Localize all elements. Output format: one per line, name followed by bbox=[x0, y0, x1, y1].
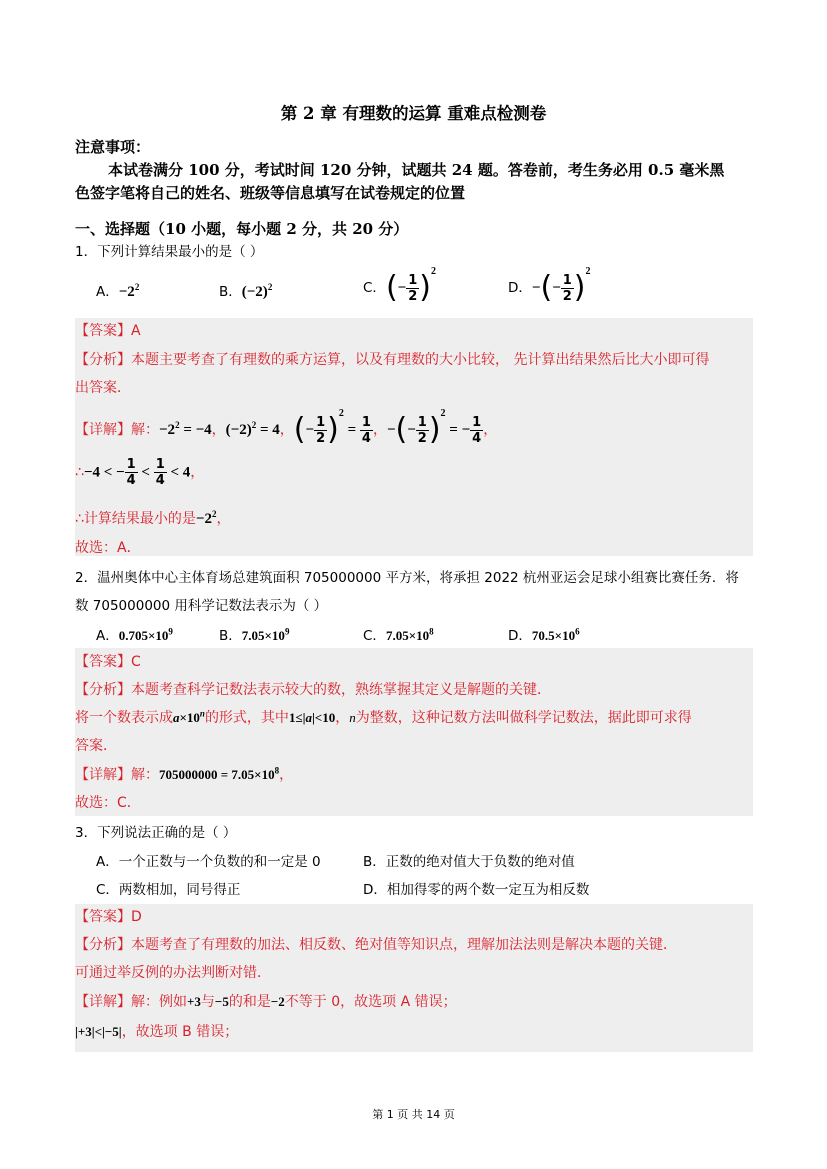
q3-analysis-line-2: 可通过举反例的办法判断对错． bbox=[75, 965, 271, 981]
q1-choose: 故选：A． bbox=[75, 540, 141, 556]
q1-option-a-label: A． bbox=[96, 284, 119, 300]
q3-analysis-text: 本题考查了有理数的加法、相反数、绝对值等知识点，理解加法法则是解决本题的关键． bbox=[131, 937, 677, 953]
q1-option-c-label: C． bbox=[363, 280, 386, 296]
q3-analysis-tag: 【分析】 bbox=[75, 937, 131, 953]
page-footer: 第 1 页 共 14 页 bbox=[372, 1108, 455, 1121]
q3-analysis-line-1 bbox=[75, 934, 677, 954]
q1-detail-prefix: 解： bbox=[131, 422, 159, 438]
q2-detail-prefix: 解： bbox=[131, 767, 159, 783]
q1-answer-tag: 【答案】 bbox=[75, 323, 131, 339]
q2-option-d: D．$70.5\times 10^6$ bbox=[508, 626, 580, 644]
q3-detail-1b: 与 bbox=[200, 994, 215, 1010]
q2-analysis-line-2: 将一个数表示成$a\times 10^n$的形式，其中1≤|a|<10，n为整数，这种记数方法叫做科学记数法，据此即可求得 bbox=[75, 708, 692, 726]
q1-option-d: D．−(− $\frac{1}{2}$ )$^2$ bbox=[508, 266, 591, 305]
q1-analysis-line-2: 出答案． bbox=[75, 380, 131, 396]
q1-detail-line-1: 【详解】解：$-2^2 = -4$，$(-2)^2 = 4$，(− $\frac{1}{2}$ )$^2$ = $\frac{1}{4}$ ，−(− $\frac{1}{2}$ )$^2$ = − $\frac{1}{4}$ ， bbox=[75, 408, 498, 447]
q2-detail-tag: 【详解】 bbox=[75, 767, 131, 783]
q1-option-d-label: D． bbox=[508, 280, 532, 296]
q3-stem: 3．下列说法正确的是（ ） bbox=[75, 825, 237, 841]
q2-option-d-label: D． bbox=[508, 628, 532, 644]
q1-option-c: C．(− $\frac{1}{2}$ )$^2$ bbox=[363, 266, 436, 305]
q1-stem: 1．下列计算结果最小的是（ ） bbox=[75, 244, 264, 260]
q2-choose: 故选：C． bbox=[75, 795, 141, 811]
q1-option-a: A．$-2^2$ bbox=[96, 282, 140, 300]
q1-detail-tag: 【详解】 bbox=[75, 422, 131, 438]
q3-detail-1a: 解：例如 bbox=[131, 994, 187, 1010]
q1-analysis-text: 本题主要考查了有理数的乘方运算，以及有理数的大小比较， 先计算出结果然后比大小即可得 bbox=[131, 352, 710, 368]
q2-stem-line-2: 数 705000000 用科学记数法表示为（ ） bbox=[75, 598, 328, 614]
q2-analysis-2c: ， bbox=[335, 710, 350, 726]
page-title: 第 2 章 有理数的运算 重难点检测卷 bbox=[280, 104, 547, 123]
notice-line-1: 本试卷满分 100 分，考试时间 120 分钟，试题共 24 题。答卷前，考生务必用 0.5 毫米黑 bbox=[108, 161, 725, 179]
q2-option-c: C．$7.05\times 10^8$ bbox=[363, 626, 434, 644]
q1-analysis-line-1 bbox=[75, 349, 709, 369]
q2-solution-box bbox=[75, 648, 753, 816]
q1-detail-line-2: ∴−4 < − $\frac{1}{4}$ < $\frac{1}{4}$ < 4， bbox=[75, 457, 205, 488]
q1-option-b-label: B． bbox=[219, 284, 242, 300]
q2-option-a-label: A． bbox=[96, 628, 119, 644]
notice-line-2: 色签字笔将自己的姓名、班级等信息填写在试卷规定的位置 bbox=[75, 184, 466, 202]
section-heading: 一、选择题（10 小题，每小题 2 分，共 20 分） bbox=[75, 220, 409, 238]
q1-therefore: ∴ bbox=[75, 464, 84, 481]
notice-heading: 注意事项： bbox=[75, 138, 151, 156]
q1-analysis-tag: 【分析】 bbox=[75, 352, 131, 368]
q3-detail-1c: 的和是 bbox=[228, 994, 271, 1010]
q2-option-b: B．$7.05\times 10^9$ bbox=[219, 626, 290, 644]
q2-detail: 【详解】解：$705000000 = 7.05\times 10^8$， bbox=[75, 765, 294, 783]
q2-option-a: A．$0.705\times 10^9$ bbox=[96, 626, 173, 644]
q3-answer-value: D bbox=[131, 909, 142, 925]
q3-detail-tag: 【详解】 bbox=[75, 994, 131, 1010]
q2-answer bbox=[75, 651, 141, 671]
q1-conclusion: ∴计算结果最小的是 bbox=[75, 511, 196, 527]
q2-stem-line-1: 2．温州奥体中心主体育场总建筑面积 705000000 平方米，将承担 2022 杭州亚运会足球小组赛比赛任务．将 bbox=[75, 570, 739, 586]
q2-answer-value: C bbox=[131, 654, 141, 670]
q3-option-c: C．两数相加，同号得正 bbox=[96, 882, 241, 898]
q2-analysis-tag: 【分析】 bbox=[75, 682, 131, 698]
q2-analysis-2d: 为整数，这种记数方法叫做科学记数法，据此即可求得 bbox=[355, 710, 692, 726]
q3-answer bbox=[75, 906, 142, 926]
q1-option-b: B．$(-2)^2$ bbox=[219, 282, 273, 300]
q1-detail-line-3: ∴计算结果最小的是$-2^2$， bbox=[75, 509, 231, 527]
q2-answer-tag: 【答案】 bbox=[75, 654, 131, 670]
q2-option-c-label: C． bbox=[363, 628, 386, 644]
q3-detail-1d: 不等于 0，故选项 A 错误； bbox=[284, 994, 457, 1010]
q3-detail-line-1: 【详解】解：例如+3与−5的和是−2不等于 0，故选项 A 错误； bbox=[75, 994, 457, 1010]
q2-analysis-2a: 将一个数表示成 bbox=[75, 710, 173, 726]
q1-answer bbox=[75, 320, 141, 340]
q3-detail-line-2: |+3|<|−5|，故选项 B 错误； bbox=[75, 1024, 239, 1040]
q2-analysis-line-3: 答案． bbox=[75, 738, 117, 754]
q3-option-a: A．一个正数与一个负数的和一定是 0 bbox=[96, 854, 321, 870]
q3-answer-tag: 【答案】 bbox=[75, 909, 131, 925]
q1-answer-value: A bbox=[131, 323, 141, 339]
q2-analysis-text: 本题考查科学记数法表示较大的数，熟练掌握其定义是解题的关键． bbox=[131, 682, 551, 698]
q2-option-b-label: B． bbox=[219, 628, 242, 644]
q3-option-b: B．正数的绝对值大于负数的绝对值 bbox=[363, 854, 575, 870]
q3-option-d: D．相加得零的两个数一定互为相反数 bbox=[363, 882, 590, 898]
q2-analysis-line-1 bbox=[75, 679, 551, 699]
q3-detail-2: ，故选项 B 错误； bbox=[121, 1024, 239, 1040]
q2-analysis-2b: 的形式，其中 bbox=[204, 710, 289, 726]
